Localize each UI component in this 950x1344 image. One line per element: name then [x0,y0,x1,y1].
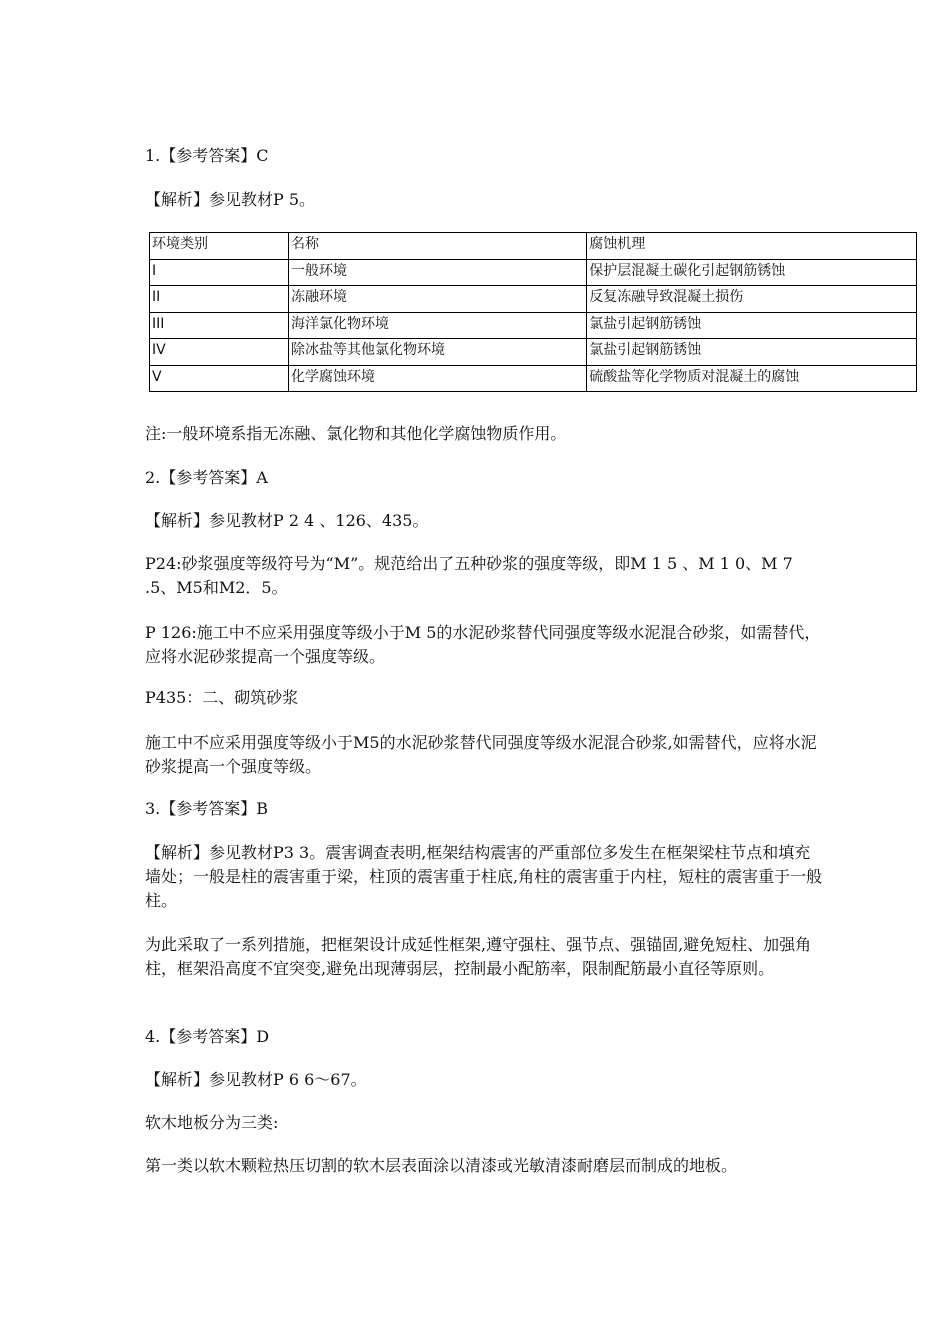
q3-measures-paragraph: 为此采取了一系列措施，把框架设计成延性框架,遵守强柱、强节点、强锚固,避免短柱、加强角柱，框架沿高度不宜突变,避免出现薄弱层，控制最小配筋率，限制配筋最小直径等原则。 [145,935,812,978]
table-cell: V [150,365,289,392]
q4-intro: 软木地板分为三类: [145,1113,279,1132]
q2-p24-paragraph: P24:砂浆强度等级符号为“M”。规范给出了五种砂浆的强度等级，即M 1 5 、M 1 0、M 7 .5、M5和M2．5。 [145,554,793,597]
q4-answer: 4.【参考答案】D [145,1027,270,1046]
table-cell: I [150,259,289,286]
table-row [150,286,917,313]
table-row [150,259,917,286]
table-cell: II [150,286,289,313]
table-row [150,312,917,339]
q2-analysis: 【解析】参见教材P 2 4 、126、435。 [145,511,429,530]
table-cell: 海洋氯化物环境 [288,312,586,339]
q2-p435-paragraph: 施工中不应采用强度等级小于M5的水泥砂浆替代同强度等级水泥混合砂浆,如需替代，应将水泥砂浆提高一个强度等级。 [145,733,817,776]
environment-category-table [149,232,917,392]
table-cell: 保护层混凝土碳化引起钢筋锈蚀 [587,259,917,286]
q2-answer: 2.【参考答案】A [145,468,268,487]
table-header-cell: 名称 [288,233,586,260]
table-cell: 反复冻融导致混凝土损伤 [587,286,917,313]
q2-p126-paragraph: P 126:施工中不应采用强度等级小于M 5的水泥砂浆替代同强度等级水泥混合砂浆，如需替代，应将水泥砂浆提高一个强度等级。 [145,623,821,666]
q3-analysis: 【解析】参见教材P3 3。震害调查表明,框架结构震害的严重部位多发生在框架梁柱节点和填充墙处；一般是柱的震害重于梁，柱顶的震害重于柱底,角柱的震害重于内柱，短柱的震害重于一般柱。 [145,843,823,910]
q4-type1-paragraph: 第一类以软木颗粒热压切割的软木层表面涂以清漆或光敏清漆耐磨层而制成的地板。 [145,1156,738,1175]
table-header-cell: 腐蚀机理 [587,233,917,260]
table-cell: 除冰盐等其他氯化物环境 [288,339,586,366]
table-row [150,365,917,392]
table-header-row [150,233,917,260]
table-cell: 冻融环境 [288,286,586,313]
table-cell: 化学腐蚀环境 [288,365,586,392]
q3-answer: 3.【参考答案】B [145,799,269,818]
table-cell: IV [150,339,289,366]
q1-analysis: 【解析】参见教材P 5。 [145,190,316,209]
q4-analysis: 【解析】参见教材P 6 6～67。 [145,1070,367,1089]
table-row [150,339,917,366]
q1-answer: 1.【参考答案】C [145,146,269,165]
table-cell: 硫酸盐等化学物质对混凝土的腐蚀 [587,365,917,392]
table-cell: 一般环境 [288,259,586,286]
table-cell: 氯盐引起钢筋锈蚀 [587,312,917,339]
table-cell: III [150,312,289,339]
table-header-cell: 环境类别 [150,233,289,260]
q2-p435-heading: P435：二、砌筑砂浆 [145,688,299,707]
table-cell: 氯盐引起钢筋锈蚀 [587,339,917,366]
environment-note: 注:一般环境系指无冻融、氯化物和其他化学腐蚀物质作用。 [145,424,567,443]
